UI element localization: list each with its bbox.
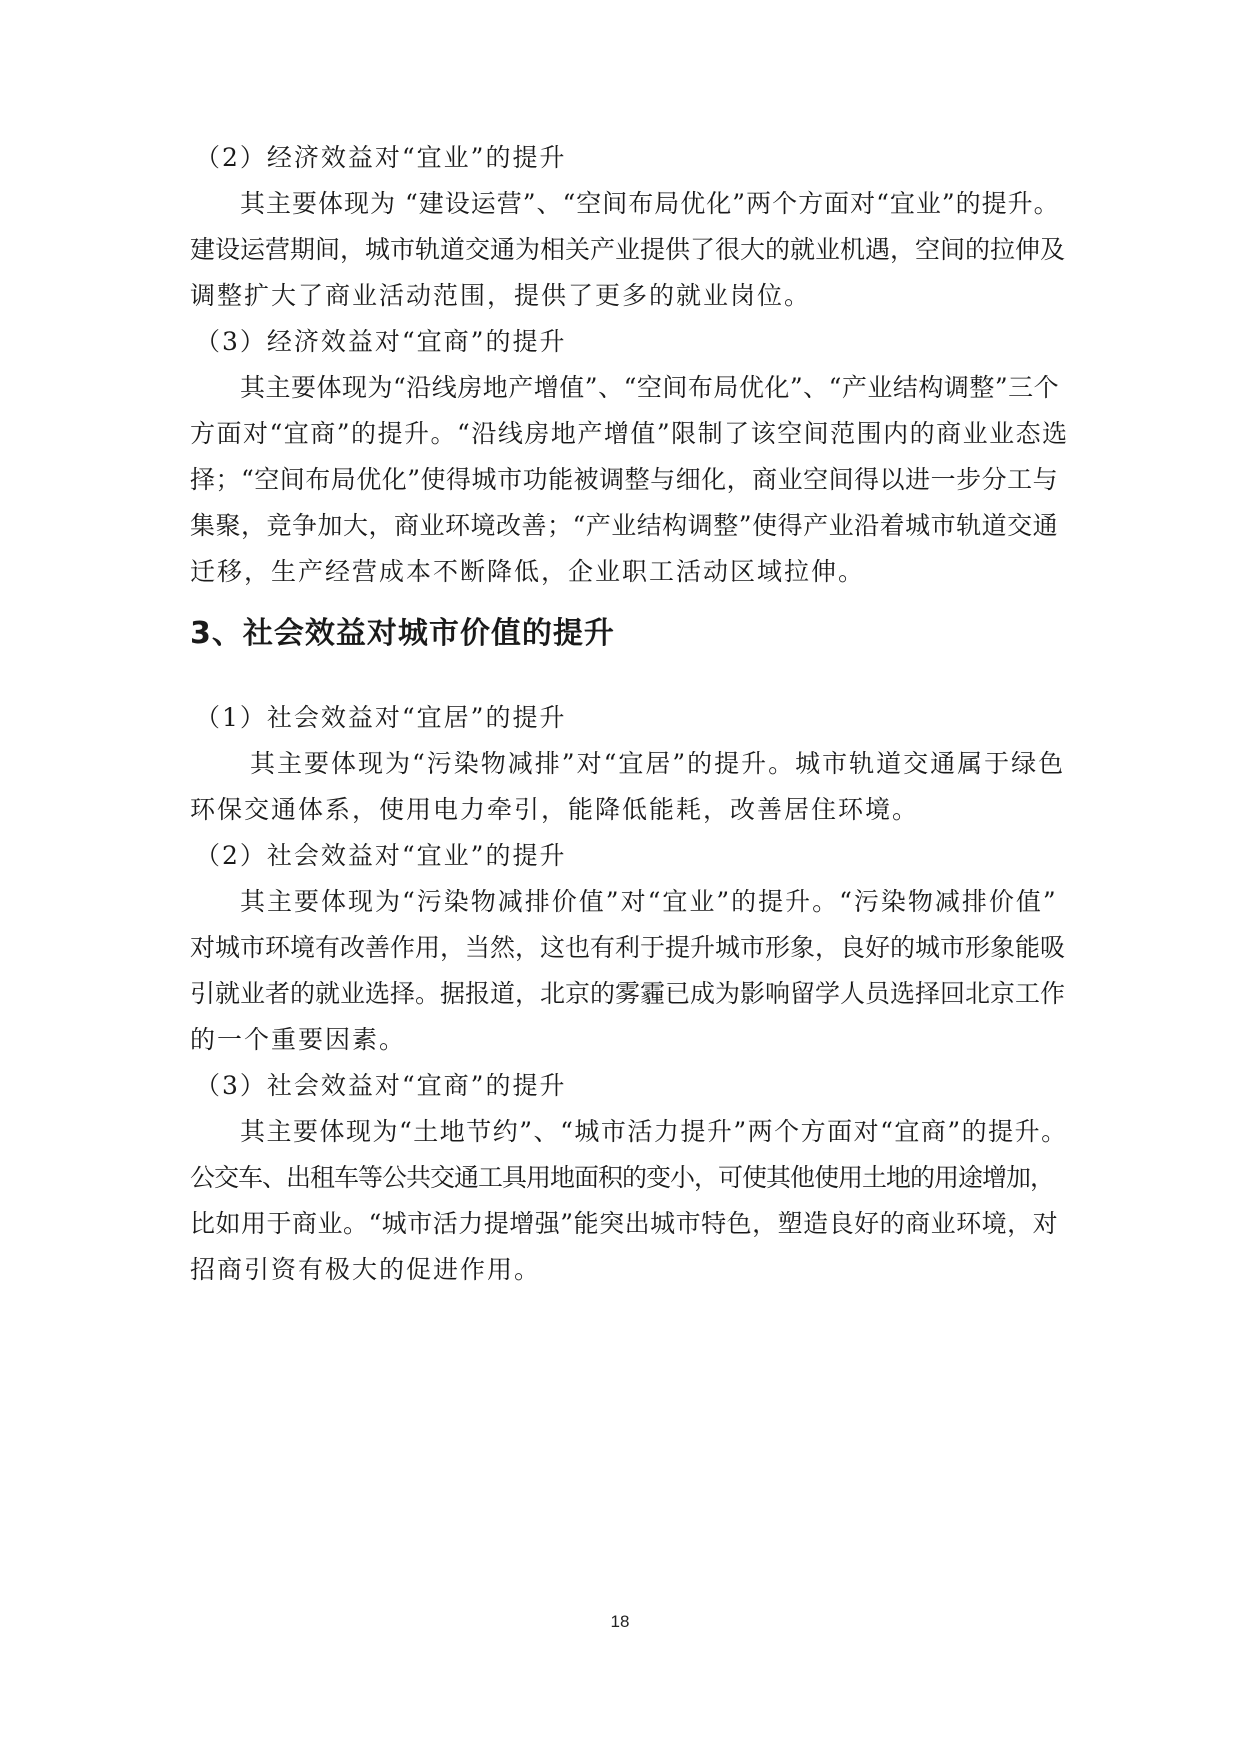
subsection-title-social-business: （3）社会效益对“宜商”的提升 [195,1071,567,1100]
paragraph-line: 的一个重要因素。 [190,1025,407,1054]
paragraph-line: 其主要体现为“沿线房地产增值”、“空间布局优化”、“产业结构调整”三个 [240,373,1060,402]
paragraph-line: 其主要体现为“污染物减排价值”对“宜业”的提升。“污染物减排价值” [240,887,1058,916]
subsection-title-social-employment: （2）社会效益对“宜业”的提升 [195,841,567,870]
paragraph-line: 对城市环境有改善作用，当然，这也有利于提升城市形象，良好的城市形象能吸 [190,933,1066,962]
paragraph-line: 公交车、出租车等公共交通工具用地面积的变小，可使其他使用土地的用途增加， [190,1163,1055,1192]
paragraph-line: 方面对“宜商”的提升。“沿线房地产增值”限制了该空间范围内的商业业态选 [190,419,1069,448]
paragraph-line: 其主要体现为“污染物减排”对“宜居”的提升。城市轨道交通属于绿色 [250,749,1066,778]
paragraph-line: 调整扩大了商业活动范围，提供了更多的就业岗位。 [190,281,812,310]
subsection-title-economic-employment: （2）经济效益对“宜业”的提升 [195,143,567,172]
subsection-title-economic-business: （3）经济效益对“宜商”的提升 [195,327,567,356]
paragraph-line: 择；“空间布局优化”使得城市功能被调整与细化，商业空间得以进一步分工与 [190,465,1059,494]
paragraph-line: 迁移，生产经营成本不断降低，企业职工活动区域拉伸。 [190,557,866,586]
paragraph-line: 招商引资有极大的促进作用。 [190,1255,542,1284]
page-number: 18 [610,1612,630,1631]
subsection-title-social-living: （1）社会效益对“宜居”的提升 [195,703,567,732]
paragraph-line: 建设运营期间，城市轨道交通为相关产业提供了很大的就业机遇，空间的拉伸及 [190,235,1066,264]
section-heading: 3、社会效益对城市价值的提升 [190,616,615,651]
paragraph-line: 集聚，竞争加大，商业环境改善；“产业结构调整”使得产业沿着城市轨道交通 [190,511,1059,540]
paragraph-line: 环保交通体系，使用电力牵引，能降低能耗，改善居住环境。 [190,795,920,824]
paragraph-line: 比如用于商业。“城市活力提增强”能突出城市特色，塑造良好的商业环境，对 [190,1209,1059,1238]
paragraph-line: 其主要体现为“土地节约”、“城市活力提升”两个方面对“宜商”的提升。 [240,1117,1068,1146]
paragraph-line: 其主要体现为 “建设运营”、“空间布局优化”两个方面对“宜业”的提升。 [240,189,1060,218]
paragraph-line: 引就业者的就业选择。据报道，北京的雾霾已成为影响留学人员选择回北京工作 [190,979,1066,1008]
